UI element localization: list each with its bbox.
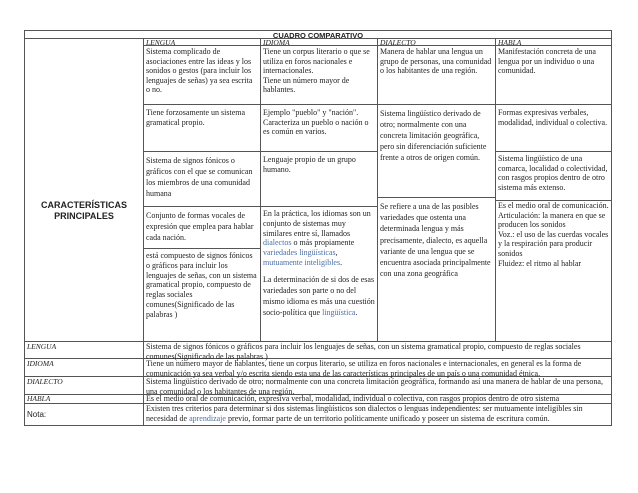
summary-label-lengua: LENGUA	[27, 342, 57, 351]
summary-text-dialecto: Sistema lingüístico derivado de otro; normalmente con una concreta limitación geográfica, formando así una manera de hablar de una persona, una comunidad o los habitantes de una región.	[146, 377, 603, 396]
cell-habla-3: Sistema lingüístico de una comarca, localidad o colectividad, con rasgos propios dentro de otro sistema más extenso.	[498, 154, 608, 192]
side-label: CARACTERÍSTICAS PRINCIPALES	[40, 200, 127, 221]
cell-idioma-4-text: ,	[335, 248, 338, 258]
cell-idioma-4-text: .	[340, 257, 343, 267]
grid-line	[24, 425, 612, 426]
link-aprendizaje[interactable]: aprendizaje	[189, 413, 226, 423]
cell-idioma-4	[263, 209, 375, 318]
grid-line	[143, 248, 260, 249]
grid-line	[260, 38, 261, 341]
cell-idioma-3: Lenguaje propio de un grupo humano.	[263, 155, 356, 174]
summary-text-idioma: Tiene un número mayor de hablantes, tiene un corpus literario, se utiliza en foros nacionales e internacionales, en general es la forma de comunicación ya sea verbal y/o escrita siendo esta una de las características principales de un país o una comunidad étnica.	[146, 359, 582, 378]
cell-idioma-1: Tiene un corpus literario o que se utiliza en foros nacionales e internacionales. Tiene un número mayor de hablantes.	[263, 47, 370, 95]
header-lengua: LENGUA	[146, 38, 176, 47]
note-text-part: previo, formar parte de un territorio políticamente unificado y poseer un sistema de escritura común.	[225, 413, 550, 423]
cell-lengua-3: Sistema de signos fónicos o gráficos con el que se comunican los miembros de una comunidad humana	[146, 156, 253, 198]
link-linguistica[interactable]: lingüística	[322, 307, 356, 317]
grid-line	[377, 197, 495, 198]
cell-lengua-1: Sistema complicado de asociaciones entre las ideas y los sonidos o gestos (para incluir los lenguajes de señas) ya sea escrita o no.	[146, 47, 253, 95]
header-idioma: IDIOMA	[263, 38, 290, 47]
cell-lengua-5: está compuesto de signos fónicos o gráficos para incluir los lenguajes de señas, con un sistema gramatical propio, compuesto de reglas sociales comunes(Significado de las palabras )	[146, 251, 257, 319]
grid-line	[143, 38, 144, 425]
cell-habla-4: Es el medio oral de comunicación. Articulación: la manera en que se producen los sonidos Voz.: el uso de las cuerdas vocales y la respiración para producir sonidos Fluidez: el ritmo al hablar	[498, 201, 609, 268]
cell-lengua-2: Tiene forzosamente un sistema gramatical propio.	[146, 108, 246, 127]
cell-idioma-4-text: En la práctica, los idiomas son un conjunto de sistemas muy similares entre sí, llamados	[263, 209, 371, 238]
grid-line	[611, 30, 612, 425]
cell-lengua-4: Conjunto de formas vocales de expresión que emplea para hablar cada nación.	[146, 211, 254, 242]
note-text-part: Existen tres criterios para determinar si dos sistemas lingüísticos son dialectos o lenguas independientes: ser mutuamente inteligibles sin necesidad de	[146, 404, 583, 423]
cell-habla-2: Formas expresivas verbales, modalidad, individual o colectiva.	[498, 108, 608, 127]
grid-line	[24, 30, 25, 425]
summary-text-lengua: Sistema de signos fónicos o gráficos para incluir los lenguajes de señas, con un sistema gramatical propio, compuesto de reglas sociales comunes(Significado de las palabras )	[146, 342, 581, 361]
table-title: CUADRO COMPARATIVO	[272, 31, 364, 40]
cell-idioma-4-text: .	[355, 307, 358, 317]
cell-dialecto-3: Se refiere a una de las posibles variedades que ostenta una determinada lengua y más precisamente, dialecto, es aquella variante de una lengua que se encuentra asociada principalmente con una zona geográfica	[380, 202, 491, 279]
grid-line	[495, 38, 496, 341]
cell-dialecto-1: Manera de hablar una lengua un grupo de personas, una comunidad o los habitantes de una región.	[380, 47, 492, 76]
header-habla: HABLA	[498, 38, 522, 47]
summary-text-habla: Es el medio oral de comunicación, expresiva verbal, modalidad, individual o colectiva, con rasgos propios dentro de otro sistema	[146, 394, 560, 403]
note-label: Nota:	[27, 410, 47, 419]
link-variedades-linguisticas[interactable]: variedades lingüísticas	[263, 248, 336, 258]
cell-idioma-2: Ejemplo "pueblo" y "nación". Caracteriza un pueblo o nación o es común en varios.	[263, 108, 369, 137]
note-text	[146, 404, 608, 423]
cell-idioma-4-text: La determinación de si dos de esas variedades son parte o no del mismo idioma es más una cuestión socio-política que	[263, 274, 375, 317]
summary-label-dialecto: DIALECTO	[27, 377, 63, 386]
summary-label-idioma: IDIOMA	[27, 359, 54, 368]
cell-dialecto-2: Sistema lingüístico derivado de otro; normalmente con una concreta limitación geográfica, pero sin diferenciación suficiente frente a otros de origen común.	[380, 109, 487, 162]
grid-line	[377, 38, 378, 341]
cell-habla-1: Manifestación concreta de una lengua por un individuo o una comunidad.	[498, 47, 596, 76]
header-dialecto: DIALECTO	[380, 38, 416, 47]
link-dialectos[interactable]: dialectos	[263, 238, 292, 248]
link-mutuamente-inteligibles[interactable]: mutuamente inteligibles	[263, 257, 341, 267]
grid-line	[495, 151, 612, 152]
summary-label-habla: HABLA	[27, 394, 51, 403]
cell-idioma-4-text: o más propiamente	[291, 238, 355, 248]
